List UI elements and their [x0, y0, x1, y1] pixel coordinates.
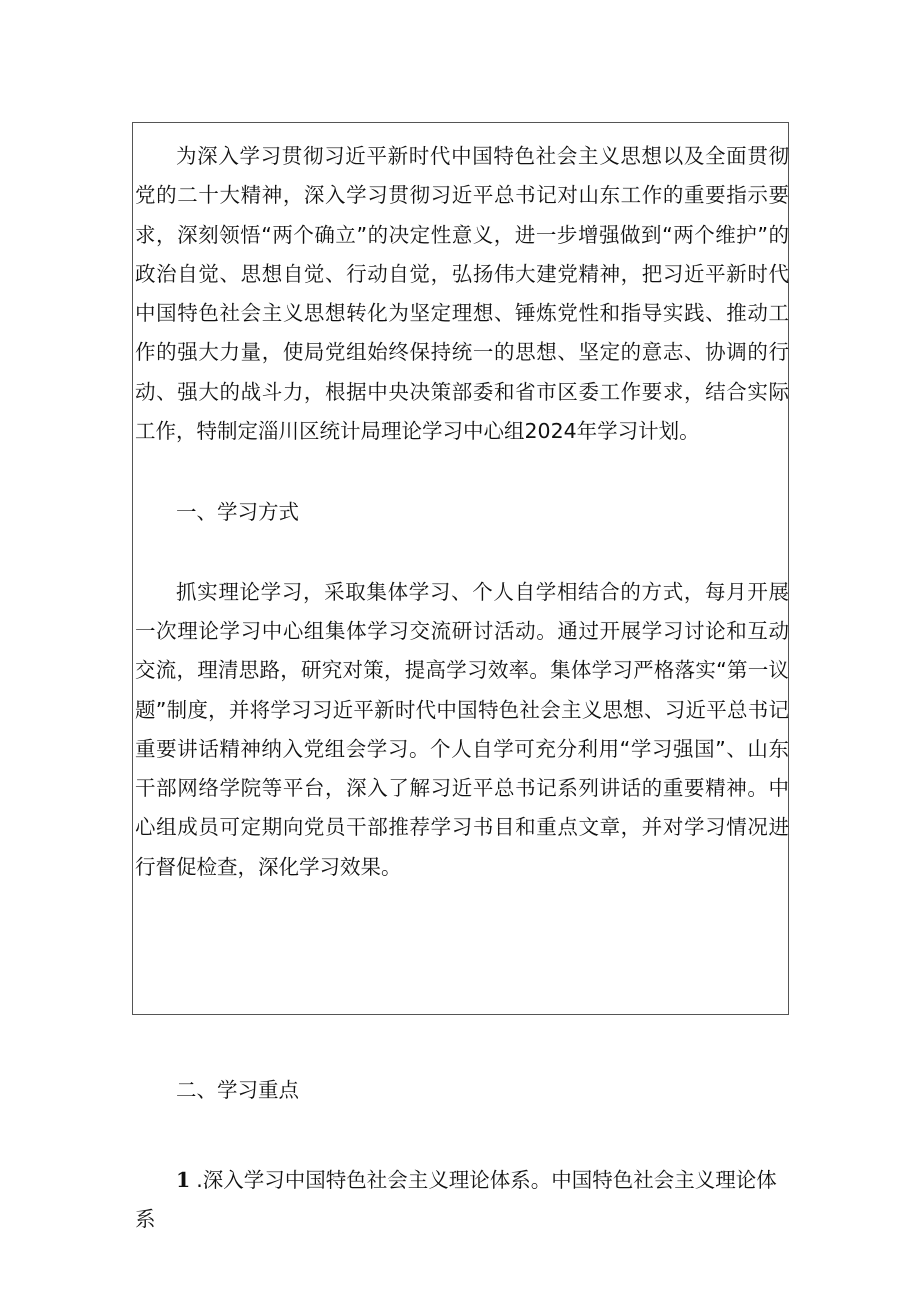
item-1-text: .深入学习中国特色社会主义理论体系。中国特色社会主义理论体系	[135, 1168, 777, 1232]
section-1-heading: 一、学习方式	[176, 500, 299, 525]
spacer	[135, 533, 789, 573]
intro-paragraph: 为深入学习贯彻习近平新时代中国特色社会主义思想以及全面贯彻党的二十大精神，深入学习贯彻习近平总书记对山东工作的重要指示要求，深刻领悟“两个确立”的决定性意义，进一步增强做到“两个维护”的政治自觉、思想自觉、行动自觉，弘扬伟大建党精神，把习近平新时代中国特色社会主义思想转化为坚定理想、锤炼党性和指导实践、推动工作的强大力量，使局党组始终保持统一的思想、坚定的意志、协调的行动、强大的战斗力，根据中央决策部委和省市区委工作要求，结合实际工作，特制定淄川区统计局理论学习中心组2024年学习计划。	[135, 144, 789, 444]
item-1-block	[135, 1161, 789, 1240]
bordered-content	[135, 137, 789, 887]
item-1-line	[135, 1161, 789, 1240]
item-1-number: 1	[176, 1168, 191, 1192]
spacer	[135, 451, 789, 493]
section-2-heading: 二、学习重点	[176, 1078, 299, 1102]
section-2-block	[135, 1071, 789, 1110]
section-1-paragraph: 抓实理论学习，采取集体学习、个人自学相结合的方式，每月开展一次理论学习中心组集体学习交流研讨活动。通过开展学习讨论和互动交流，理清思路，研究对策，提高学习效率。集体学习严格落实“第一议题”制度，并将学习习近平新时代中国特色社会主义思想、习近平总书记重要讲话精神纳入党组会学习。个人自学可充分利用“学习强国”、山东干部网络学院等平台，深入了解习近平总书记系列讲话的重要精神。中心组成员可定期向党员干部推荐学习书目和重点文章，并对学习情况进行督促检查，深化学习效果。	[135, 579, 789, 879]
